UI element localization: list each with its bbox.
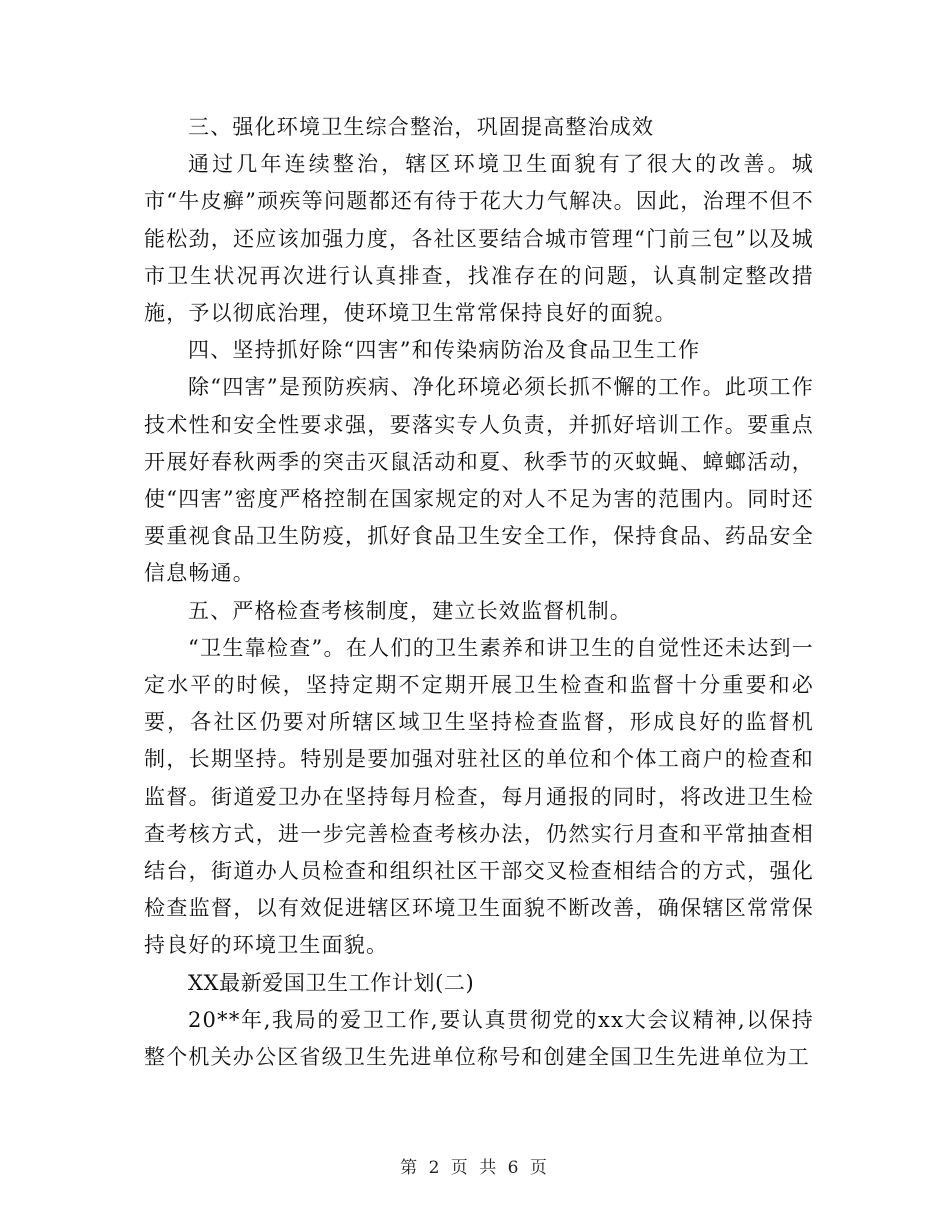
plan-subtitle: XX最新爱国卫生工作计划(二) [188, 970, 475, 995]
section-heading-5: 五、严格检查考核制度，建立长效监督机制。 [188, 598, 632, 623]
body-paragraph: 通过几年连续整治，辖区环境卫生面貌有了很大的改善。城市“牛皮癣”顽疾等问题都还有待于花大力气解决。因此，治理不但不能松劲，还应该加强力度，各社区要结合城市管理“门前三包”以及城市卫生状况再次进行认真排查，找准存在的问题，认真制定整改措施，予以彻底治理，使环境卫生常常保持良好的面貌。 [144, 152, 814, 326]
section-heading-4: 四、坚持抓好除“四害”和传染病防治及食品卫生工作 [188, 338, 701, 363]
body-paragraph: 除“四害”是预防疾病、净化环境必须长抓不懈的工作。此项工作技术性和安全性要求强，要落实专人负责，并抓好培训工作。要重点开展好春秋两季的突击灭鼠活动和夏、秋季节的灭蚊蝇、蟑螂活动，使“四害”密度严格控制在国家规定的对人不足为害的范围内。同时还要重视食品卫生防疫，抓好食品卫生安全工作，保持食品、药品安全信息畅通。 [144, 375, 814, 586]
page-number-footer: 第 2 页 共 6 页 [400, 1158, 550, 1178]
document-body [144, 109, 814, 1076]
section-heading-3: 三、强化环境卫生综合整治，巩固提高整治成效 [188, 115, 655, 139]
body-paragraph: “卫生靠检查”。在人们的卫生素养和讲卫生的自觉性还未达到一定水平的时候，坚持定期不定期开展卫生检查和监督十分重要和必要，各社区仍要对所辖区域卫生坚持检查监督，形成良好的监督机制，长期坚持。特别是要加强对驻社区的单位和个体工商户的检查和监督。街道爱卫办在坚持每月检查，每月通报的同时，将改进卫生检查考核方式，进一步完善检查考核办法，仍然实行月查和平常抽查相结台，街道办人员检查和组织社区干部交叉检查相结合的方式，强化检查监督，以有效促进辖区环境卫生面貌不断改善，确保辖区常常保持良好的环境卫生面貌。 [144, 635, 814, 958]
body-paragraph: 20**年,我局的爱卫工作,要认真贯彻党的xx大会议精神,以保持整个机关办公区省级卫生先进单位称号和创建全国卫生先进单位为工 [144, 1007, 814, 1070]
